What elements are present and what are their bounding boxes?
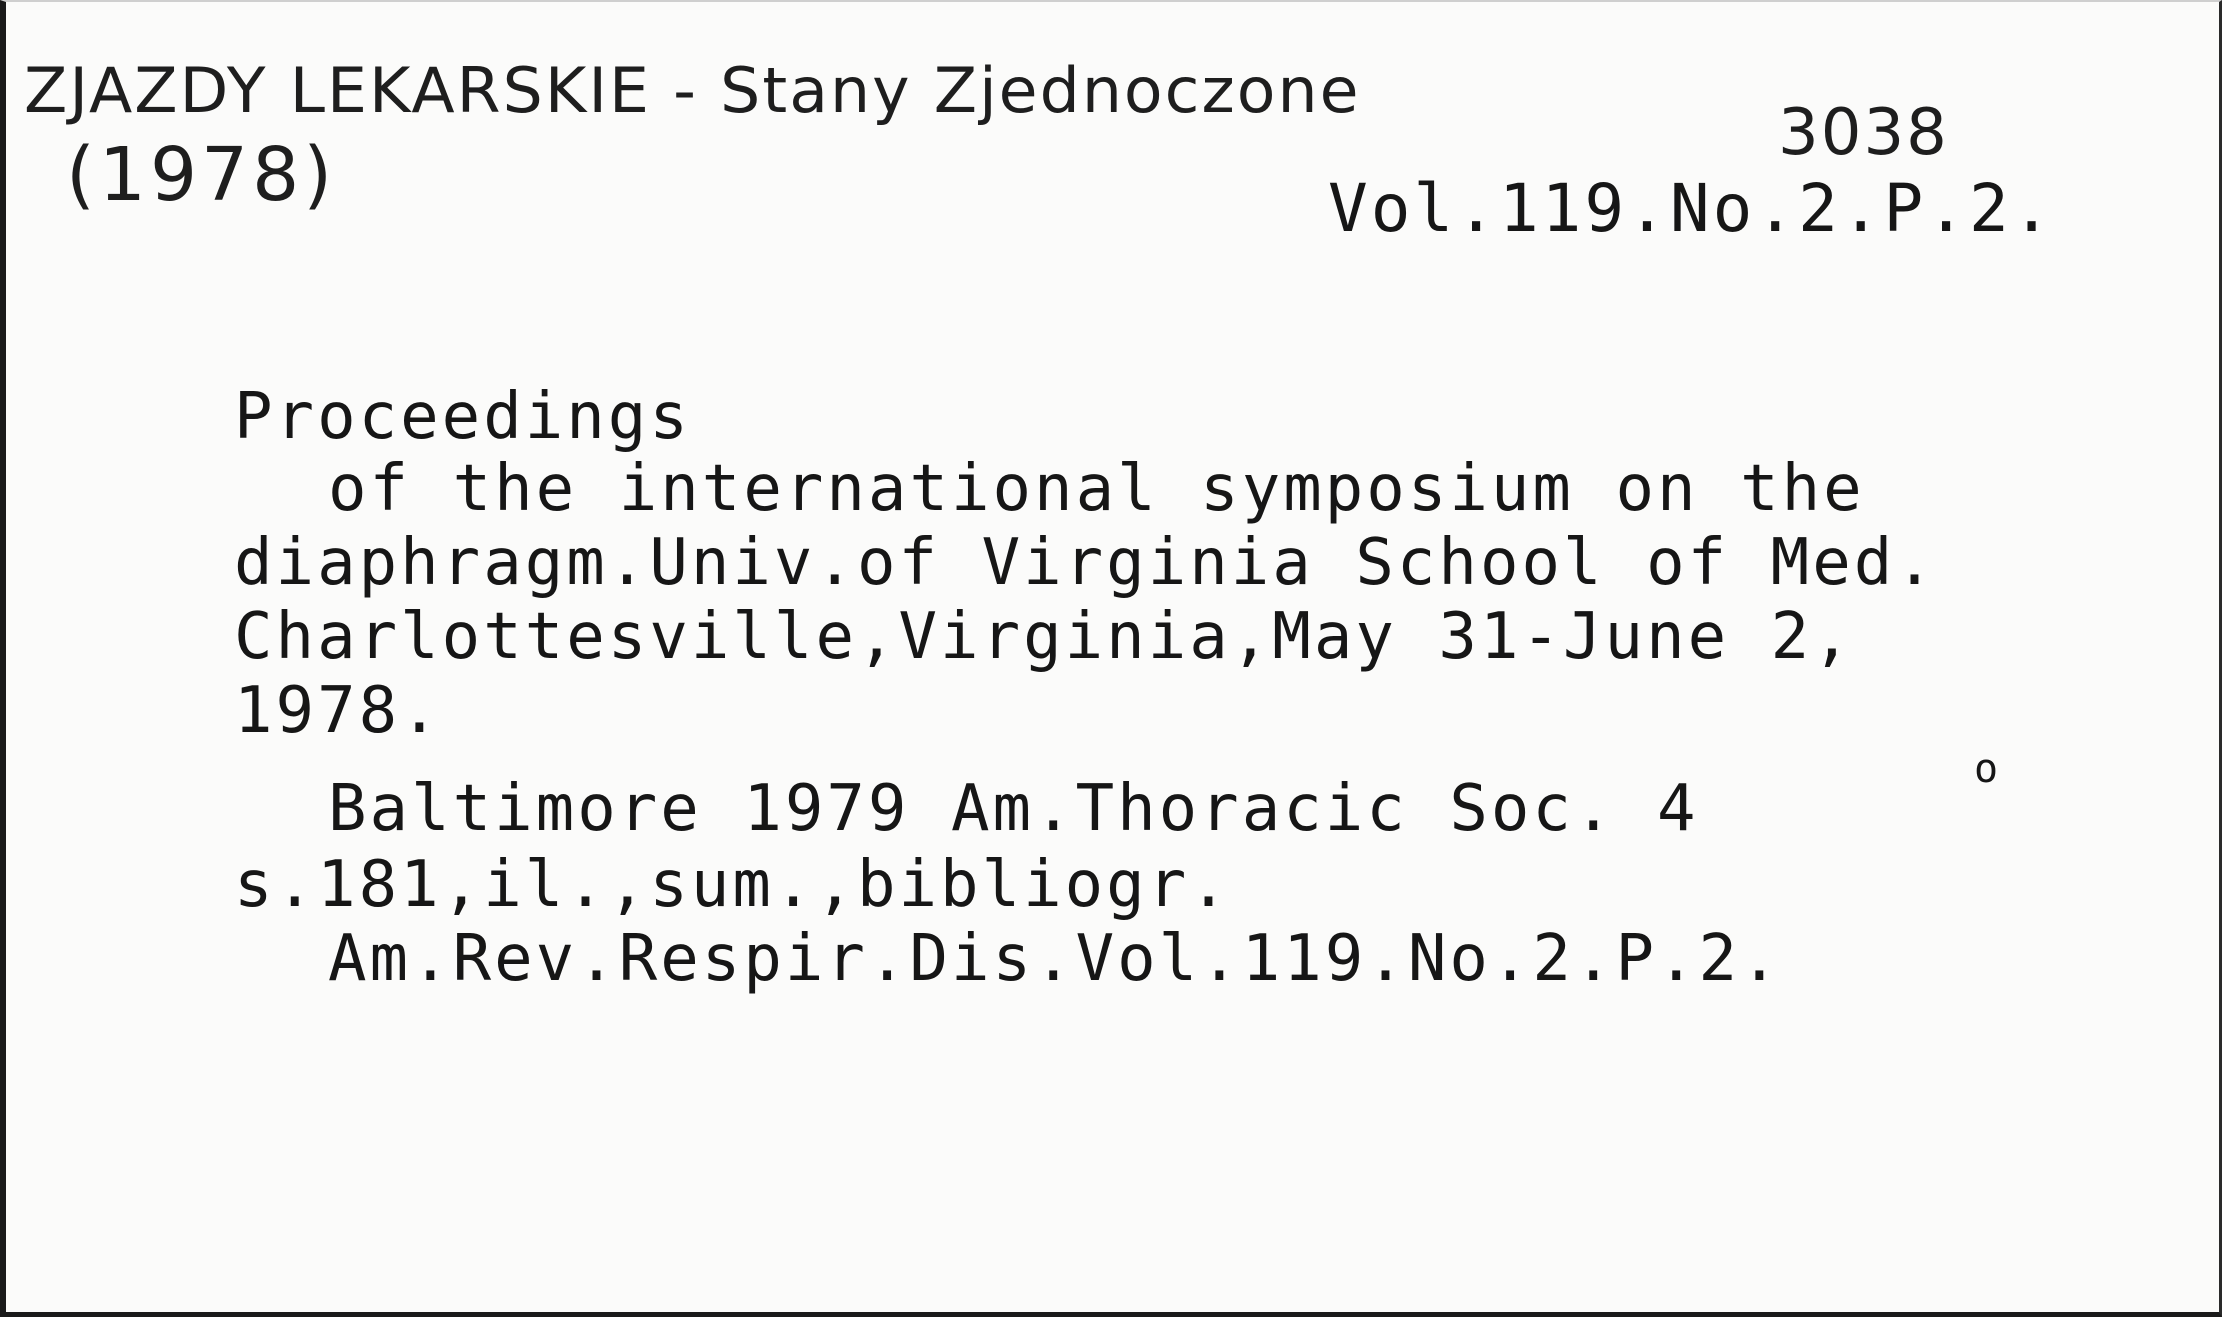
- format-superscript: o: [1974, 746, 1999, 792]
- entry-line-institution: diaphragm.Univ.of Virginia School of Med.: [234, 526, 1937, 600]
- entry-line-series: Am.Rev.Respir.Dis.Vol.119.No.2.P.2.: [328, 922, 1782, 996]
- subject-heading: ZJAZDY LEKARSKIE - Stany Zjednoczone: [24, 54, 1361, 127]
- entry-line-imprint: Baltimore 1979 Am.Thoracic Soc. 4: [328, 772, 1699, 846]
- call-number: 3038: [1778, 96, 1949, 170]
- entry-line-place-date: Charlottesville,Virginia,May 31-June 2,: [234, 600, 1854, 674]
- year-note: (1978): [66, 132, 337, 218]
- entry-line-pagination: s.181,il.,sum.,bibliogr.: [234, 848, 1231, 922]
- entry-line-subtitle: of the international symposium on the: [328, 452, 1865, 526]
- entry-line-title: Proceedings: [234, 380, 691, 454]
- entry-line-year: 1978.: [234, 674, 442, 748]
- volume-reference: Vol.119.No.2.P.2.: [1328, 170, 2055, 247]
